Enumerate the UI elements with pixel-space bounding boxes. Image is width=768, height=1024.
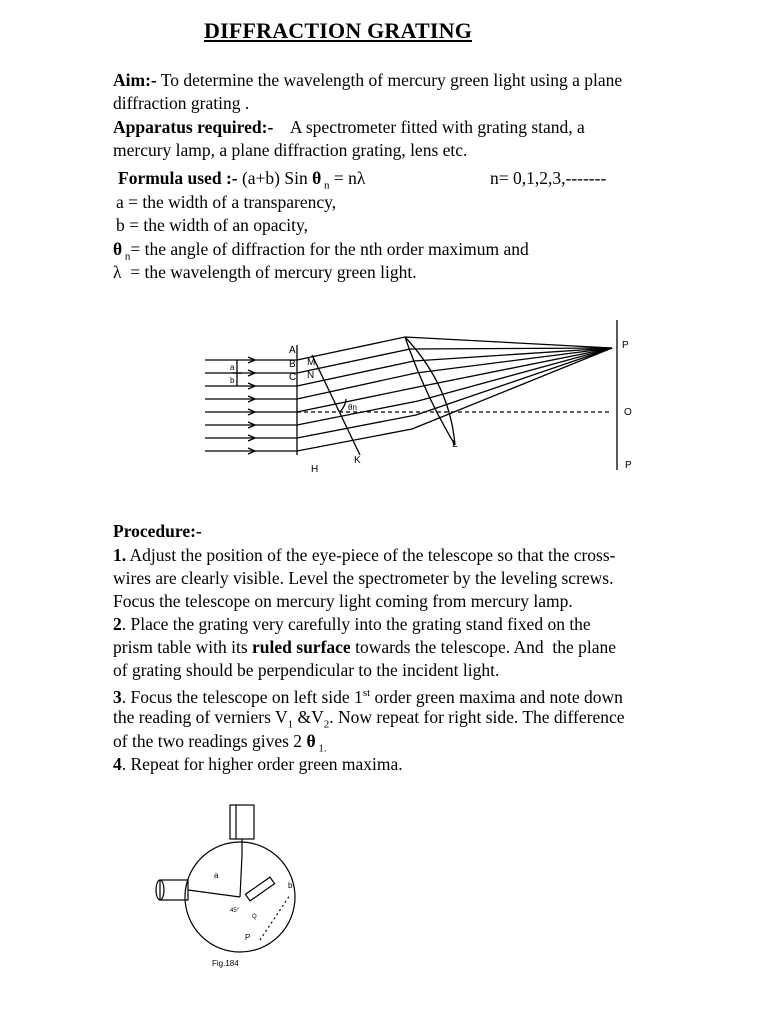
grating	[245, 877, 274, 901]
aim-line-1	[113, 69, 622, 91]
grating-diagram	[200, 315, 660, 480]
apparatus-line-1	[113, 116, 585, 138]
label-h-point: H	[311, 464, 319, 475]
label-k-point: K	[354, 455, 361, 466]
definition-theta-symbol: θ	[113, 239, 123, 259]
apparatus-line-2: mercury lamp, a plane diffraction grating, lens etc.	[113, 140, 468, 160]
label-width-b: b	[230, 376, 235, 385]
label-p-bottom: P	[625, 460, 632, 471]
procedure-sep: :-	[190, 521, 202, 541]
step-1-line-2: wires are clearly visible. Level the spectrometer by the leveling screws.	[113, 568, 614, 588]
formula-expr-b: = nλ	[329, 168, 366, 188]
label-o-point: O	[624, 407, 632, 418]
label-n-point: N	[307, 370, 315, 381]
formula-expr-a: (a+b) Sin	[237, 168, 313, 188]
step-2-text-1: . Place the grating very carefully into the grating stand fixed on the	[121, 614, 591, 634]
step-3-text-3: of the two readings gives 2	[113, 731, 307, 751]
fig2-label-q: Q	[252, 914, 257, 920]
apparatus-label: Apparatus required	[113, 117, 262, 137]
step-2-line-3: of grating should be perpendicular to the incident light.	[113, 660, 500, 680]
definition-lambda-text: the wavelength of mercury green light.	[140, 262, 417, 282]
step-4-line-1	[113, 753, 403, 775]
step-3-v2: 2	[323, 718, 330, 731]
apparatus-sep: :-	[261, 117, 274, 137]
step-3-sub: 1.	[315, 742, 327, 755]
definition-b	[116, 214, 308, 236]
label-p-top: P	[622, 340, 629, 351]
step-3-text-2c: . Now repeat for right side. The difference	[329, 707, 625, 727]
aim-sep: :-	[145, 70, 157, 90]
definition-b-symbol: b =	[116, 215, 139, 235]
formula-sub-n: n	[321, 179, 330, 192]
step-3-v1: 1	[287, 718, 294, 731]
label-l-point: L	[452, 439, 458, 450]
step-2-line-2	[113, 636, 616, 658]
step-2-text-2b: towards the telescope. And the plane	[350, 637, 617, 657]
step-3-number: 3	[113, 686, 122, 707]
formula-sep: :-	[221, 168, 238, 188]
step-3-line-1	[113, 682, 623, 708]
step-1-line-3: Focus the telescope on mercury light coming from mercury lamp.	[113, 591, 573, 611]
telescope	[230, 805, 254, 839]
aim-label: Aim	[113, 70, 146, 90]
procedure-label: Procedure	[113, 521, 191, 541]
step-3-theta: θ	[306, 731, 316, 751]
figure-caption: Fig.184	[212, 959, 239, 968]
step-4-text-1: . Repeat for higher order green maxima.	[121, 754, 403, 774]
definition-a-text: the width of a transparency,	[138, 192, 337, 212]
label-a-point: A	[289, 345, 296, 356]
step-2-number: 2	[113, 614, 122, 634]
fig2-label-a: a	[214, 871, 219, 880]
definition-theta-eq: =	[130, 239, 141, 259]
step-3-sup: st	[362, 687, 371, 699]
formula-label: Formula used	[118, 168, 222, 188]
fig2-label-angle: 45°	[230, 908, 240, 914]
aim-text-1: To determine the wavelength of mercury green light using a plane	[156, 70, 623, 90]
definition-theta-text: the angle of diffraction for the nth order maximum and	[140, 239, 529, 259]
definition-lambda-symbol: λ =	[113, 262, 141, 282]
step-1-text-1: Adjust the position of the eye-piece of the telescope so that the cross-	[126, 545, 616, 565]
step-1-number: 1.	[113, 545, 127, 565]
label-width-a: a	[230, 363, 235, 372]
label-b-point: B	[289, 359, 296, 370]
definition-lambda	[113, 261, 417, 283]
label-c-point: C	[289, 372, 297, 383]
definition-a	[116, 191, 336, 213]
fig2-label-p: P	[245, 933, 251, 942]
apparatus-text-1: A spectrometer fitted with grating stand, a	[273, 117, 585, 137]
step-2-text-2a: prism table with its	[113, 637, 253, 657]
formula-theta: θ	[312, 168, 322, 188]
step-3-text-1a: . Focus the telescope on left side 1	[121, 686, 363, 707]
step-2-line-1	[113, 613, 591, 635]
page-title: DIFFRACTION GRATING	[204, 18, 473, 43]
step-3-text-2a: the reading of verniers V	[113, 707, 288, 727]
step-4-number: 4	[113, 754, 122, 774]
label-m-point: M	[307, 357, 316, 368]
definition-a-symbol: a =	[116, 192, 139, 212]
procedure-heading	[113, 520, 202, 542]
definition-theta-sub: n	[122, 250, 131, 263]
step-3-text-1b: order green maxima and note down	[370, 686, 623, 707]
definition-b-text: the width of an opacity,	[139, 215, 308, 235]
formula-orders: n= 0,1,2,3,-------	[490, 168, 607, 188]
spectrometer-diagram	[140, 800, 340, 980]
step-1-line-1	[113, 544, 616, 566]
label-theta: θn	[348, 403, 357, 412]
aim-line-2: diffraction grating .	[113, 93, 250, 113]
step-3-text-2b: &V	[293, 707, 324, 727]
step-2-bold: ruled surface	[252, 637, 351, 657]
fig2-label-b: b	[288, 881, 293, 890]
